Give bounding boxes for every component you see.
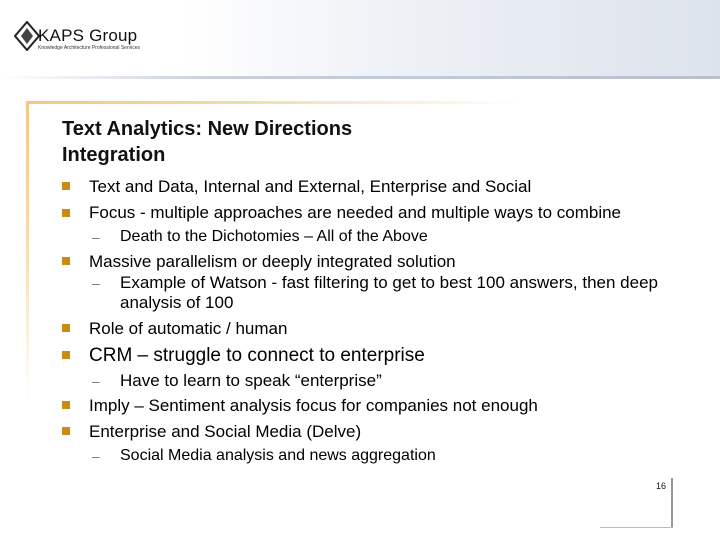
page-number-rule [671, 478, 673, 528]
bullet-item [62, 203, 702, 223]
bullet-text: Text and Data, Internal and External, Enterprise and Social [89, 177, 532, 196]
header-divider [0, 76, 720, 79]
decorative-frame-left [26, 101, 29, 401]
bullet-item [62, 344, 702, 368]
sub-bullet-text: Have to learn to speak “enterprise” [120, 371, 382, 390]
sub-bullet-text: Death to the Dichotomies – All of the Above [120, 228, 428, 245]
bullet-item [62, 176, 702, 198]
bullet-list [62, 176, 702, 466]
logo-name: KAPS Group [38, 26, 138, 45]
sub-bullet-text: Social Media analysis and news aggregation [120, 447, 436, 464]
logo-tagline: Knowledge Architecture Professional Services [38, 45, 140, 51]
sub-bullet-item [62, 227, 702, 247]
square-bullet-icon [62, 324, 70, 332]
square-bullet-icon [62, 182, 70, 190]
square-bullet-icon [62, 427, 70, 435]
square-bullet-icon [62, 401, 70, 409]
bullet-item [62, 395, 702, 417]
slide-title [62, 116, 682, 168]
sub-bullet-item [62, 446, 702, 466]
sub-bullet-item [62, 371, 702, 391]
slide-title-line-1: Text Analytics: New Directions [62, 118, 353, 140]
square-bullet-icon [62, 351, 70, 359]
decorative-frame-top [26, 101, 526, 104]
bullet-text: Imply – Sentiment analysis focus for companies not enough [89, 396, 538, 415]
bullet-item [62, 421, 702, 443]
bullet-text: Focus - multiple approaches are needed and multiple ways to combine [89, 203, 622, 222]
kaps-logo-mark-icon [14, 21, 40, 51]
dash-bullet-icon: – [92, 373, 100, 389]
sub-bullet-item [62, 273, 702, 313]
bullet-text: CRM – struggle to connect to enterprise [89, 345, 425, 366]
bullet-text: Role of automatic / human [89, 319, 288, 338]
kaps-logo [12, 16, 162, 56]
page-number: 16 [655, 481, 666, 491]
bullet-item [62, 318, 702, 340]
square-bullet-icon [62, 257, 70, 265]
bullet-item [62, 251, 702, 273]
dash-bullet-icon: – [92, 448, 100, 464]
square-bullet-icon [62, 209, 70, 217]
dash-bullet-icon: – [92, 275, 100, 291]
sub-bullet-text: Example of Watson - fast filtering to get to best 100 answers, then deep analysis of 100 [120, 273, 658, 312]
slide-title-line-2: Integration [62, 144, 166, 166]
page-number-base-rule [600, 527, 673, 528]
bullet-text: Enterprise and Social Media (Delve) [89, 422, 362, 441]
dash-bullet-icon: – [92, 229, 100, 245]
bullet-text: Massive parallelism or deeply integrated solution [89, 252, 456, 271]
